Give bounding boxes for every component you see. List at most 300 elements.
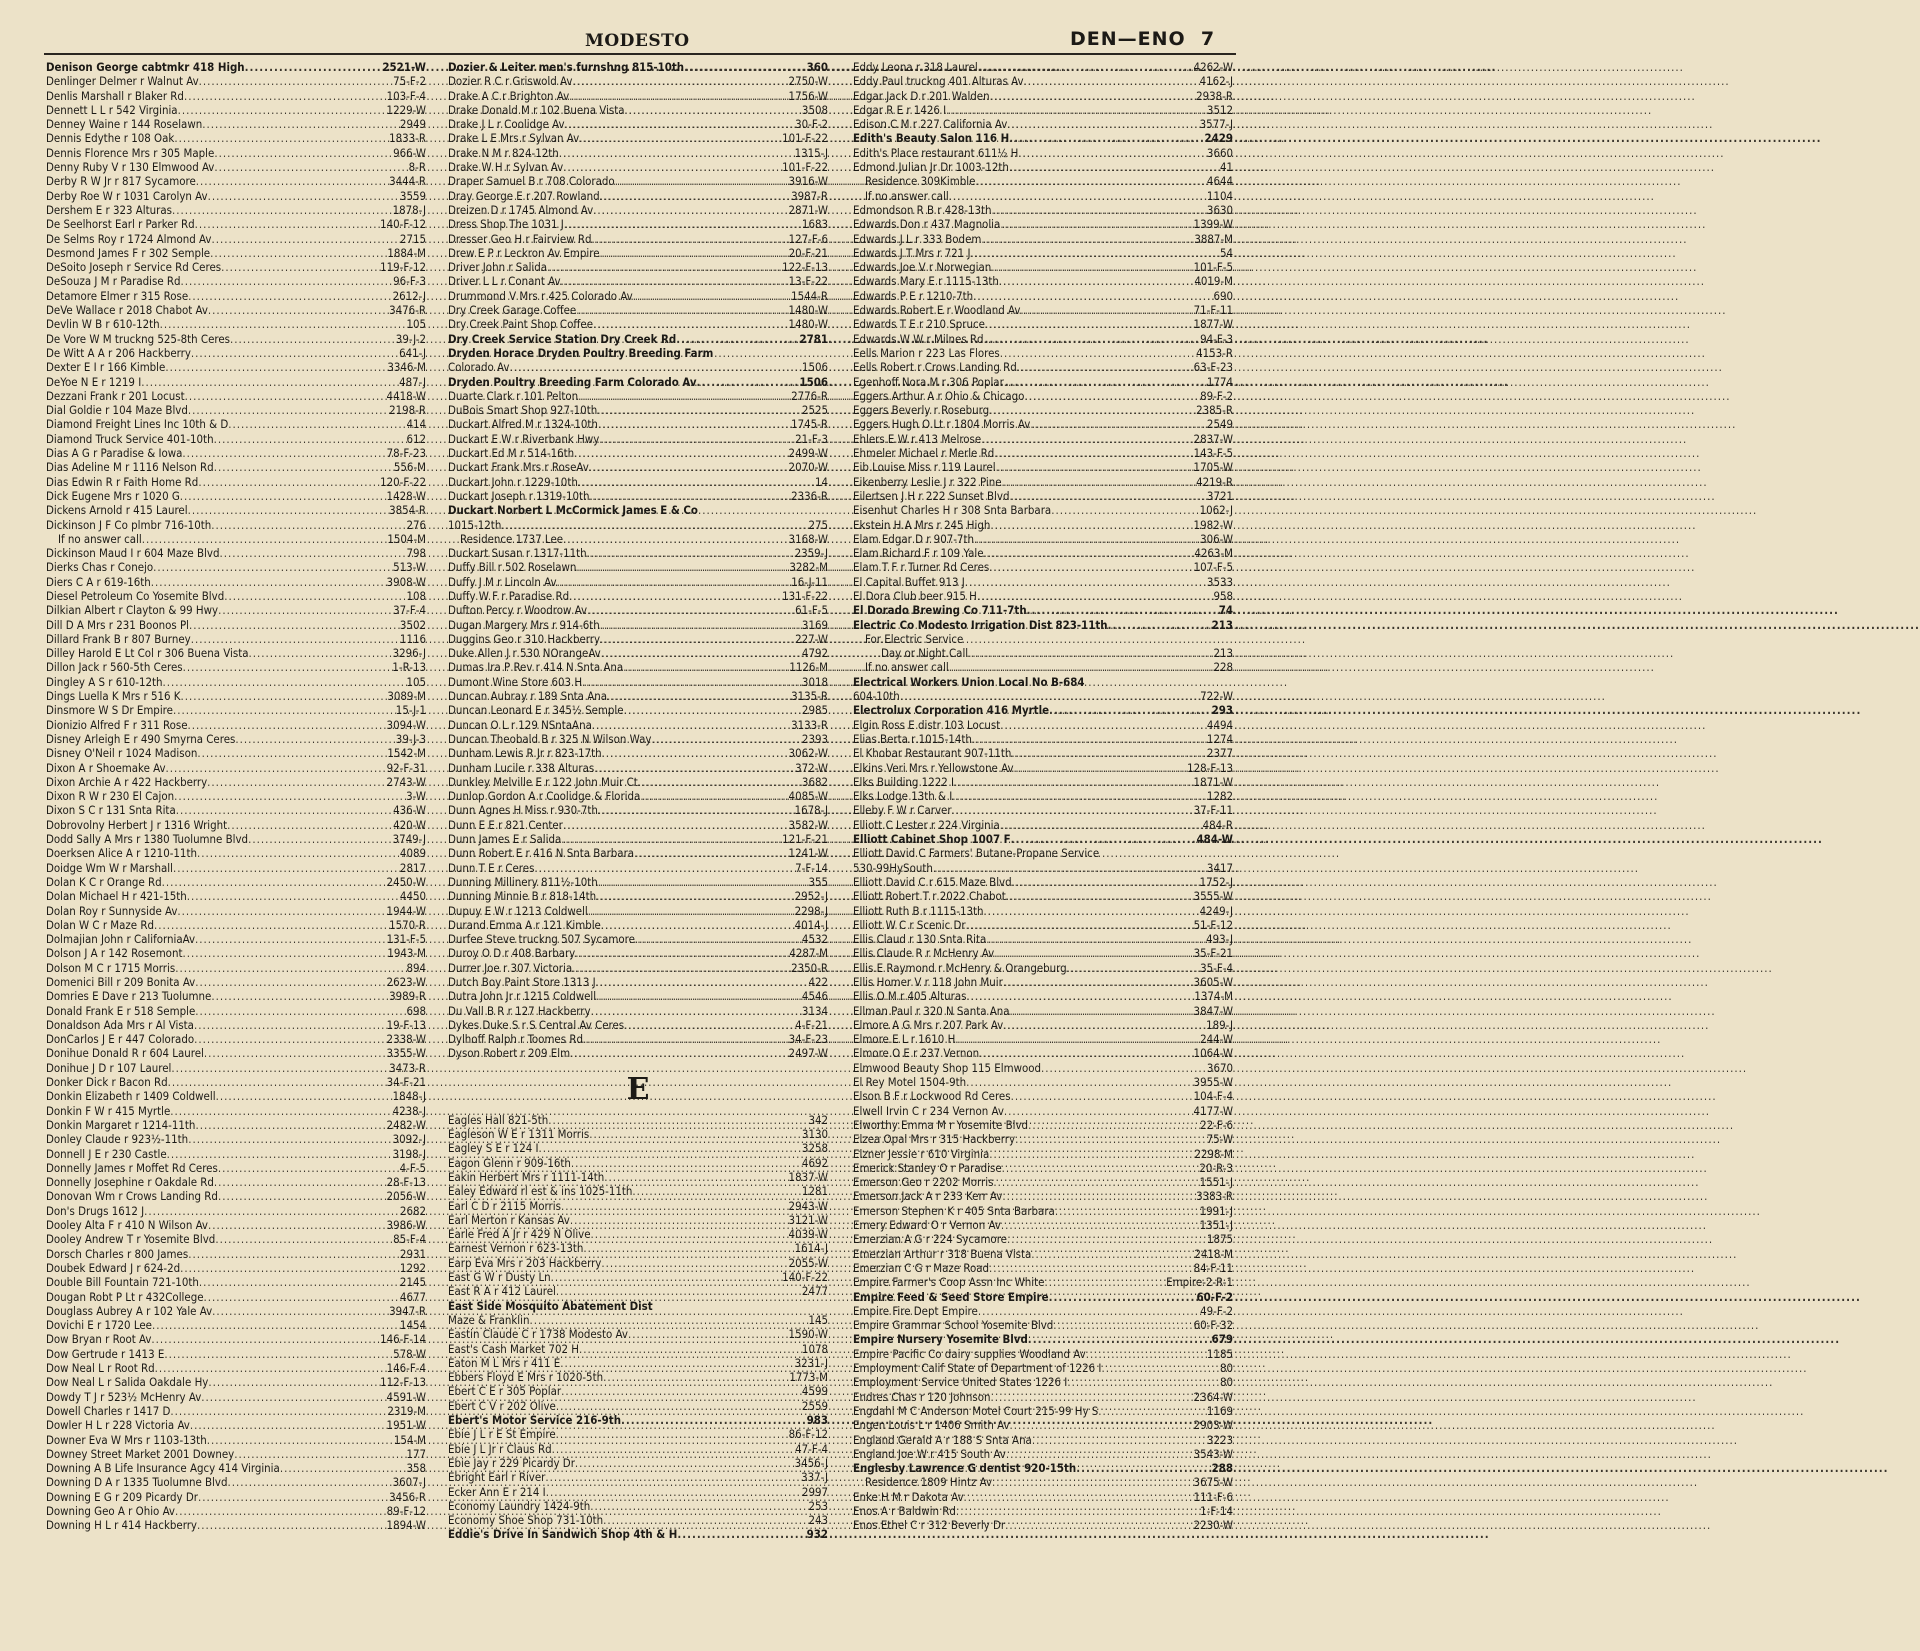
listing-name: Elks Lodge 13th & I — [853, 789, 953, 804]
leader-dots — [197, 1518, 387, 1532]
leader-dots — [600, 246, 789, 260]
listing-row — [46, 904, 426, 918]
phone-number: 1544-R — [791, 288, 828, 303]
listing-name: Donihue Donald R r 604 Laurel — [46, 1046, 204, 1061]
listing-row — [853, 1032, 1233, 1046]
leader-dots — [171, 1061, 389, 1075]
listing-row — [46, 131, 426, 145]
leader-dots — [601, 918, 795, 932]
leader-dots — [1030, 417, 1207, 431]
leader-dots — [188, 503, 390, 517]
listing-name: Drake L E Mrs r Sylvan Av — [448, 131, 580, 146]
listing-name: Empire Nursery Yosemite Blvd — [853, 1332, 1028, 1347]
listing-row — [853, 1247, 1233, 1261]
leader-dots — [579, 1342, 802, 1356]
listing-row — [853, 1490, 1233, 1504]
leader-dots — [556, 1427, 789, 1441]
phone-number: 1274 — [1206, 731, 1233, 746]
listing-name: Dozier & Leiter men's furnshng 815-10th — [448, 60, 685, 74]
listing-row — [448, 1113, 828, 1127]
phone-number: 3062-W — [788, 746, 828, 761]
listing-row — [448, 975, 828, 989]
leader-dots — [603, 1513, 808, 1527]
phone-number: 3847-W — [1193, 1003, 1233, 1018]
listing-name: Edgar R E r 1426 I — [853, 102, 947, 117]
phone-number: 47-F-4 — [795, 1441, 828, 1456]
leader-dots — [956, 1504, 1200, 1518]
listing-row — [448, 946, 828, 960]
listing-row — [448, 246, 828, 260]
leader-dots — [570, 1046, 788, 1060]
listing-name: Dunn E E r 821 Center — [448, 817, 563, 832]
listing-row — [46, 1075, 426, 1089]
phone-number: 104-F-4 — [1193, 1089, 1233, 1104]
listing-row — [46, 403, 426, 417]
listing-name: Economy Laundry 1424-9th — [448, 1498, 591, 1513]
listing-name: Derby R W Jr r 817 Sycamore — [46, 174, 196, 189]
listing-row — [853, 303, 1233, 317]
phone-number: 101-F-22 — [782, 131, 828, 146]
leader-dots — [230, 332, 396, 346]
phone-number: 4418-W — [386, 388, 426, 403]
phone-number: Empire-2-R-1 — [1166, 1275, 1233, 1290]
phone-number: 21-F-3 — [795, 431, 828, 446]
listing-name: Elam Richard F r 109 Yale — [853, 546, 984, 561]
phone-number: 3607-J — [392, 1475, 426, 1490]
phone-number: 2952-J — [794, 889, 828, 904]
listing-name: Dill D A Mrs r 231 Boonos Pl — [46, 617, 189, 632]
listing-row — [448, 403, 828, 417]
phone-number: 61-F-5 — [795, 603, 828, 618]
listing-row — [853, 1261, 1233, 1275]
phone-number: 20-F-21 — [788, 245, 828, 260]
phone-number: 37-F-4 — [393, 603, 426, 618]
listing-name: Donkin Margaret r 1214-11th — [46, 1117, 196, 1132]
listing-name: Ebie Jay r 229 Picardy Dr — [448, 1455, 575, 1470]
phone-number: 3908-W — [386, 574, 426, 589]
listing-row — [46, 618, 426, 632]
phone-number: 1241-W — [788, 846, 828, 861]
phone-number: 722-W — [1200, 689, 1233, 704]
listing-name: Edmond Julian Jr Dr 1003-12th — [853, 160, 1009, 175]
listing-row — [853, 846, 1233, 860]
listing-name: Double Bill Fountain 721-10th — [46, 1275, 199, 1290]
phone-number: 1894-W — [386, 1518, 426, 1533]
listing-row — [448, 446, 828, 460]
phone-number: 3675-W — [1193, 1475, 1233, 1490]
leader-dots — [214, 146, 393, 160]
listing-name: Dillard Frank B r 807 Burney — [46, 631, 191, 646]
phone-number: 3282-M — [789, 560, 828, 575]
leader-dots — [1012, 875, 1200, 889]
listing-row — [46, 1218, 426, 1232]
leader-dots — [218, 603, 393, 617]
leader-dots — [949, 189, 1207, 203]
listing-name: Emerson Jack A r 233 Kerr Av — [853, 1189, 1003, 1204]
leader-dots — [221, 260, 380, 274]
listing-row — [448, 1356, 828, 1370]
listing-name: Edith's Place restaurant 611½ H — [853, 145, 1019, 160]
phone-number: 1229-W — [386, 102, 426, 117]
phone-number: 2385-R — [1196, 403, 1233, 418]
leader-dots — [1001, 1218, 1200, 1232]
listing-row — [46, 1089, 426, 1103]
phone-number: 2559 — [801, 1398, 828, 1413]
leader-dots — [587, 603, 795, 617]
phone-number: 1281 — [801, 1184, 828, 1199]
phone-number: 127-F-6 — [788, 231, 828, 246]
leader-dots — [214, 460, 394, 474]
leader-dots — [1014, 761, 1188, 775]
phone-number: 8-R — [408, 160, 426, 175]
phone-number: 4219-R — [1196, 474, 1233, 489]
leader-dots — [142, 532, 388, 546]
phone-number: 140-F-12 — [380, 217, 426, 232]
listing-name: Drake N M r 824-12th — [448, 145, 559, 160]
listing-row — [853, 1504, 1233, 1518]
phone-number: 3887-M — [1194, 231, 1233, 246]
phone-number: 288 — [1211, 1461, 1233, 1476]
listing-row — [46, 675, 426, 689]
listing-name: Earnest Vernon r 623-13th — [448, 1241, 584, 1256]
listing-row — [46, 1189, 426, 1203]
phone-number: 3456-J — [794, 1455, 828, 1470]
listing-row — [448, 289, 828, 303]
listing-name: Dillon Jack r 560-5th Ceres — [46, 660, 183, 675]
phone-number: 2521-W — [382, 60, 426, 74]
phone-number: 2070-W — [788, 460, 828, 475]
listing-row — [448, 1227, 828, 1241]
listing-name: Ehmeler Michael r Merle Rd — [853, 446, 995, 461]
leader-dots — [633, 289, 791, 303]
listing-row — [46, 1204, 426, 1218]
leader-dots — [991, 1390, 1194, 1404]
listing-name: Endres Chas r 120 Johnson — [853, 1389, 991, 1404]
phone-number: 1-R-13 — [392, 660, 426, 675]
listing-row — [853, 1061, 1233, 1075]
listing-row — [448, 189, 828, 203]
listing-name: Dumas Ira P Rev r 414 N Snta Ana — [448, 660, 624, 675]
listing-name: Dow Neal L r Root Rd — [46, 1361, 155, 1376]
leader-dots — [199, 1275, 400, 1289]
leader-dots — [574, 446, 788, 460]
leader-dots — [141, 375, 399, 389]
listing-name: Engdahl M C Anderson Motel Court 215-99 Hy S — [853, 1403, 1099, 1418]
listing-name: Dodd Sally A Mrs r 1380 Tuolumne Blvd — [46, 832, 249, 847]
listing-name: Drew E P r Leckron Av Empire — [448, 245, 600, 260]
phone-number: 228 — [1213, 660, 1233, 675]
leader-dots — [621, 1413, 807, 1427]
listing-name: Dreizen D r 1745 Almond Av — [448, 202, 594, 217]
phone-number: 4450 — [399, 889, 426, 904]
listing-name: Earl C D r 2115 Morris — [448, 1198, 561, 1213]
listing-row — [853, 1518, 1233, 1532]
listing-row — [46, 989, 426, 1003]
phone-number: 3355-W — [386, 1046, 426, 1061]
leader-dots — [155, 1361, 387, 1375]
leader-dots — [176, 803, 393, 817]
listing-name: Duckart Frank Mrs r RoseAv — [448, 460, 589, 475]
listing-name: Dunn T E r Ceres — [448, 860, 535, 875]
leader-dots — [1000, 217, 1193, 231]
leader-dots — [162, 875, 387, 889]
listing-name: Ealey Edward rl est & ins 1025-11th — [448, 1184, 633, 1199]
phone-number: 2943-W — [788, 1198, 828, 1213]
listing-row — [448, 131, 828, 145]
phone-number: 4494 — [1206, 717, 1233, 732]
listing-name: Dickinson J F Co plmbr 716-10th — [46, 517, 212, 532]
listing-name: Empire Feed & Seed Store Empire — [853, 1289, 1049, 1304]
listing-row — [448, 1018, 828, 1032]
listing-row — [46, 975, 426, 989]
listing-name: Dutra John Jr r 1215 Coldwell — [448, 989, 597, 1004]
listing-row — [853, 946, 1233, 960]
phone-number: 2776-R — [791, 388, 828, 403]
listing-name: Domenici Bill r 209 Bonita Av — [46, 975, 196, 989]
leader-dots — [194, 1032, 386, 1046]
listing-row — [853, 1318, 1233, 1332]
leader-dots — [607, 689, 791, 703]
listing-name: Dress Shop The 1031 J — [448, 217, 564, 232]
phone-number: 60-F-2 — [1196, 1289, 1233, 1304]
listing-row — [853, 603, 1233, 617]
listing-name: DeVe Wallace r 2018 Chabot Av — [46, 303, 208, 318]
phone-number: 690 — [1213, 288, 1233, 303]
phone-number: 94-F-3 — [1200, 331, 1233, 346]
leader-dots — [185, 389, 387, 403]
leader-dots — [597, 403, 802, 417]
phone-number: 3231-J — [794, 1355, 828, 1370]
leader-dots — [625, 103, 802, 117]
leader-dots — [989, 560, 1193, 574]
listing-row — [46, 761, 426, 775]
listing-name: Elam Edgar D r 907-7th — [853, 531, 974, 546]
listing-row — [46, 1418, 426, 1432]
listing-row — [853, 1046, 1233, 1060]
listing-name: Dickens Arnold r 415 Laurel — [46, 503, 188, 518]
listing-row — [448, 803, 828, 817]
leader-dots — [195, 1118, 386, 1132]
leader-dots — [214, 432, 407, 446]
listing-name: Residence 1737 Lee — [460, 531, 564, 546]
listing-row — [46, 1490, 426, 1504]
leader-dots — [952, 803, 1194, 817]
listing-name: Eggers Arthur A r Ohio & Chicago — [853, 388, 1025, 403]
leader-dots — [168, 1075, 387, 1089]
listing-name: Dunham Lewis R Jr r 823-17th — [448, 746, 602, 761]
listing-row — [46, 1247, 426, 1261]
listing-name: Dryden Horace Dryden Poultry Breeding Farm — [448, 345, 714, 360]
listing-row — [46, 189, 426, 203]
phone-number: 3417 — [1206, 860, 1233, 875]
listing-row — [448, 1170, 828, 1184]
leader-dots — [557, 575, 792, 589]
listing-row — [853, 618, 1233, 632]
listing-name: Empire Pacific Co dairy supplies Woodland Av — [853, 1346, 1086, 1361]
phone-number: 4019-M — [1194, 274, 1233, 289]
phone-number: 1062-J — [1199, 503, 1233, 518]
listing-name: Dezzani Frank r 201 Locust — [46, 388, 185, 403]
phone-number: 2781 — [799, 331, 828, 346]
listing-row — [46, 503, 426, 517]
phone-number: 641-J — [399, 345, 426, 360]
phone-number: 1116 — [399, 631, 426, 646]
phone-number: 698 — [406, 1003, 426, 1018]
listing-row — [448, 689, 828, 703]
leader-dots — [188, 403, 389, 417]
phone-number: 119-F-12 — [380, 260, 426, 275]
listing-row — [448, 1384, 828, 1398]
listing-row — [46, 346, 426, 360]
phone-number: 3721 — [1206, 488, 1233, 503]
phone-number: 121-F-21 — [782, 832, 828, 847]
listing-row — [46, 575, 426, 589]
phone-number: 80 — [1219, 1361, 1233, 1376]
listing-row — [46, 389, 426, 403]
leader-dots — [603, 1370, 789, 1384]
leader-dots — [593, 317, 789, 331]
phone-number: 146-F-14 — [380, 1332, 426, 1347]
listing-name: Eddy Leona r 318 Laurel — [853, 60, 978, 74]
leader-dots — [1044, 1275, 1166, 1289]
listing-row — [448, 732, 828, 746]
leader-dots — [181, 689, 388, 703]
leader-dots — [202, 117, 400, 131]
phone-number: 111-F-6 — [1193, 1489, 1233, 1504]
phone-number: 131-F-22 — [782, 588, 828, 603]
leader-dots — [197, 746, 387, 760]
leader-dots — [984, 904, 1200, 918]
listing-row — [853, 1461, 1233, 1475]
phone-number: 2837-W — [1193, 431, 1233, 446]
listing-name: Dial Goldie r 104 Maze Blvd — [46, 403, 188, 418]
listing-name: Dowdy T J r 523½ McHenry Av — [46, 1389, 202, 1404]
listing-name: Downing D A r 1335 Tuolumne Blvd — [46, 1475, 228, 1490]
leader-dots — [986, 932, 1206, 946]
phone-number: 41 — [1219, 160, 1233, 175]
listing-name: Elmore O E r 237 Vernon — [853, 1046, 980, 1061]
listing-row — [46, 1004, 426, 1018]
listing-name: Dias A G r Paradise & Iowa — [46, 446, 183, 461]
listing-name: Eells Robert r Crows Landing Rd — [853, 360, 1017, 375]
phone-number: 2750-W — [788, 74, 828, 89]
listing-row — [448, 317, 828, 331]
listing-row — [448, 589, 828, 603]
listing-row — [448, 203, 828, 217]
listing-name: Dolson J A r 142 Rosemont — [46, 946, 183, 961]
listing-row — [448, 475, 828, 489]
phone-number: 105 — [406, 674, 426, 689]
listing-row — [448, 303, 828, 317]
listing-name: Duffy W F r Paradise Rd — [448, 588, 570, 603]
phone-number: 244-W — [1200, 1032, 1233, 1047]
leader-dots — [1000, 718, 1207, 732]
leader-dots — [990, 518, 1193, 532]
leader-dots — [589, 1127, 802, 1141]
phone-number: 3508 — [801, 102, 828, 117]
listing-row — [853, 889, 1233, 903]
listing-name: Elson B F r Lockwood Rd Ceres — [853, 1089, 1011, 1104]
leader-dots — [198, 475, 380, 489]
listing-name: De Vore W M truckng 525-8th Ceres — [46, 331, 231, 346]
leader-dots — [900, 689, 1200, 703]
listing-name: Du Vall B R r 127 Hackberry — [448, 1003, 591, 1018]
listing-name: De Witt A A r 206 Hackberry — [46, 345, 191, 360]
phone-number: 105 — [406, 317, 426, 332]
leader-dots — [556, 1284, 802, 1298]
listing-name: East's Cash Market 702 H — [448, 1341, 579, 1356]
listing-name: 1015-12th — [448, 517, 502, 532]
phone-number: 1833-R — [389, 131, 426, 146]
listing-row — [46, 89, 426, 103]
listing-name: Dilkian Albert r Clayton & 99 Hwy — [46, 603, 219, 618]
leader-dots — [571, 1156, 802, 1170]
phone-number: 420-W — [393, 817, 426, 832]
listing-row — [448, 1527, 828, 1541]
phone-number: 1351-J — [1199, 1218, 1233, 1233]
phone-number: 85-F-4 — [393, 1232, 426, 1247]
leader-dots — [561, 274, 789, 288]
leader-dots — [195, 217, 380, 231]
listing-name: Durand Emma A r 121 Kimble — [448, 917, 601, 932]
leader-dots — [545, 1470, 801, 1484]
listing-name: Donley Claude r 923½-11th — [46, 1132, 189, 1147]
listing-name: Elliott David C Farmers' Butane-Propane Service — [853, 846, 1100, 861]
phone-number: 484-R — [1202, 817, 1233, 832]
leader-dots — [178, 103, 387, 117]
phone-number: 2903-W — [1193, 1418, 1233, 1433]
leader-dots — [954, 775, 1194, 789]
leader-dots — [151, 575, 387, 589]
phone-number: 86-F-12 — [788, 1427, 828, 1442]
column-3 — [853, 60, 1233, 1533]
listing-name: Empire Fire Dept Empire — [853, 1303, 978, 1318]
leader-dots — [968, 646, 1213, 660]
listing-name: Draper Samuel B r 708 Colorado — [448, 174, 615, 189]
phone-number: 3555-W — [1193, 889, 1233, 904]
listing-name: Ebert's Motor Service 216-9th — [448, 1413, 621, 1428]
listing-name: Eagles Hall 821-5th — [448, 1112, 549, 1127]
listing-name: Duncan Theobald B r 325 N Wilson Way — [448, 731, 652, 746]
listing-name: Edison C M r 227 California Av — [853, 117, 1008, 132]
listing-row — [46, 875, 426, 889]
listing-name: Dumont Wine Store 603 H — [448, 674, 583, 689]
listing-name: Drake A C r Brighton Av — [448, 88, 570, 103]
phone-number: 3168-W — [788, 531, 828, 546]
listing-row — [853, 203, 1233, 217]
listing-name: England Joe W r 415 South Av — [853, 1446, 1006, 1461]
phone-number: 3955-W — [1193, 1075, 1233, 1090]
phone-number: 34-F-21 — [386, 1075, 426, 1090]
listing-row — [46, 746, 426, 760]
listing-row — [46, 460, 426, 474]
listing-row — [448, 1046, 828, 1060]
leader-dots — [189, 618, 400, 632]
phone-number: 51-F-12 — [1193, 917, 1233, 932]
listing-name: Dunn Agnes H Miss r 930-7th — [448, 803, 598, 818]
leader-dots — [199, 74, 394, 88]
phone-number: 4089 — [399, 846, 426, 861]
listing-row — [853, 460, 1233, 474]
leader-dots — [966, 918, 1194, 932]
phone-number: 146-F-4 — [386, 1361, 426, 1376]
listing-row — [853, 575, 1233, 589]
leader-dots — [559, 146, 795, 160]
listing-row — [448, 889, 828, 903]
phone-number: 1399-W — [1193, 217, 1233, 232]
leader-dots — [144, 1204, 400, 1218]
phone-number: 96-F-3 — [393, 274, 426, 289]
